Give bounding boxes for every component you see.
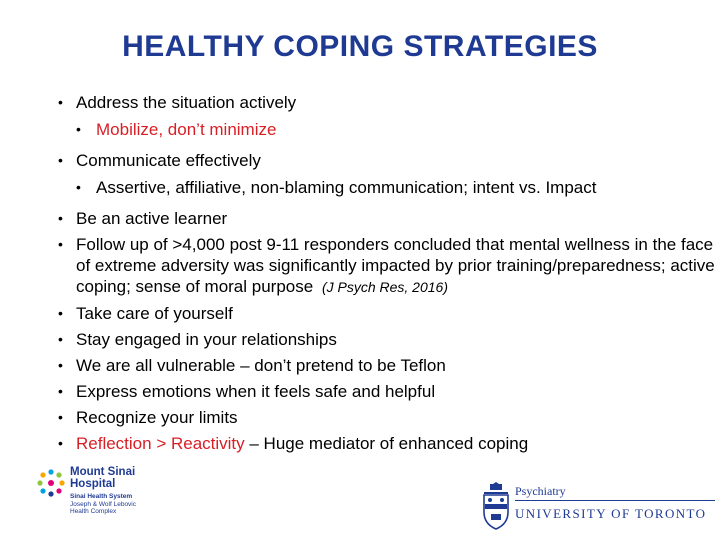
slide-title: HEALTHY COPING STRATEGIES — [122, 30, 598, 63]
bullet-icon: • — [58, 409, 63, 425]
list-item — [58, 208, 718, 229]
list-item — [58, 234, 718, 298]
university-of-toronto-logo — [482, 480, 717, 535]
department-name: Psychiatry — [515, 484, 566, 498]
university-crest-icon — [482, 482, 510, 530]
list-item-text: Address the situation actively — [76, 93, 297, 112]
list-item-text: Follow up of >4,000 post 9-11 responders concluded that mental wellness in the face of extreme adversity was significantly impacted by prior training/preparedness; active coping; sense of moral purpose — [76, 235, 715, 296]
list-item-text: Stay engaged in your relationships — [76, 330, 337, 349]
mount-sinai-sub-line1: Sinai Health System — [70, 493, 133, 500]
mount-sinai-sub-line2: Joseph & Wolf Lebovic — [70, 500, 136, 508]
list-item — [58, 433, 718, 454]
list-item-text: Mobilize, don’t minimize — [96, 120, 277, 139]
list-item — [58, 329, 718, 350]
bullet-icon: • — [58, 383, 63, 399]
bullet-icon: • — [76, 121, 81, 137]
bullet-icon: • — [58, 210, 63, 226]
sub-list-item — [58, 119, 718, 140]
sub-list-item — [58, 177, 718, 198]
list-item-text: We are all vulnerable – don’t pretend to be Teflon — [76, 356, 446, 375]
list-item-text: – Huge mediator of enhanced coping — [244, 434, 529, 453]
list-item — [58, 303, 718, 324]
bullet-icon: • — [58, 94, 63, 110]
logo-divider — [515, 500, 715, 501]
list-item-text: Express emotions when it feels safe and helpful — [76, 382, 436, 401]
list-item-text-emphasis: Reflection > Reactivity — [76, 434, 245, 453]
bullet-icon: • — [58, 357, 63, 373]
bullet-icon: • — [76, 179, 81, 195]
list-item — [58, 92, 718, 113]
bullet-icon: • — [58, 305, 63, 321]
bullet-icon: • — [58, 435, 63, 451]
mount-sinai-name-line2: Hospital — [70, 478, 116, 490]
list-item-text: Assertive, affiliative, non-blaming communication; intent vs. Impact — [96, 178, 597, 197]
mount-sinai-sub-line3: Health Complex — [70, 508, 117, 515]
mount-sinai-star-icon — [36, 468, 66, 498]
bullet-icon: • — [58, 152, 63, 168]
list-item-text: Be an active learner — [76, 209, 228, 228]
mount-sinai-name — [70, 466, 135, 490]
mount-sinai-name-line1: Mount Sinai — [70, 466, 136, 478]
list-item-text: Recognize your limits — [76, 408, 238, 427]
bullet-list — [58, 92, 718, 459]
list-item-text: Communicate effectively — [76, 151, 261, 170]
bullet-icon: • — [58, 236, 63, 252]
bullet-icon: • — [58, 331, 63, 347]
list-item — [58, 150, 718, 171]
citation: (J Psych Res, 2016) — [321, 279, 448, 295]
mount-sinai-subtitle — [70, 493, 170, 516]
university-name: UNIVERSITY OF TORONTO — [515, 506, 707, 521]
list-item — [58, 407, 718, 428]
mount-sinai-logo — [36, 466, 176, 526]
list-item-text: Take care of yourself — [76, 304, 233, 323]
list-item — [58, 355, 718, 376]
list-item — [58, 381, 718, 402]
